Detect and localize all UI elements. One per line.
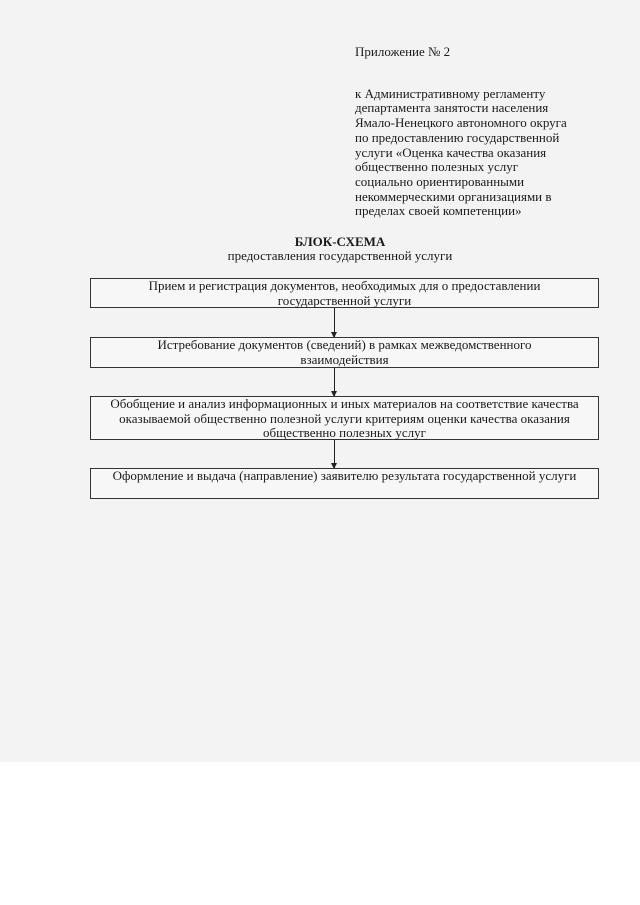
arrow-down-icon — [334, 368, 335, 396]
appendix-line: услуги «Оценка качества оказания — [355, 144, 547, 160]
appendix-note — [355, 45, 567, 219]
appendix-line: Ямало-Ненецкого автономного округа — [355, 115, 567, 131]
appendix-line: некоммерческими организациями в — [355, 188, 552, 204]
flowchart-step-1: Прием и регистрация документов, необходимых для о предоставлении государственной услуги — [90, 278, 599, 308]
appendix-line: департамента занятости населения — [355, 100, 549, 116]
appendix-title: Приложение № 2 — [355, 44, 451, 59]
flowchart-step-4: Оформление и выдача (направление) заявителю результата государственной услуги — [90, 468, 599, 499]
appendix-line: по предоставлению государственной — [355, 129, 560, 145]
flowchart-subtitle: предоставления государственной услуги — [227, 248, 453, 263]
arrow-down-icon — [334, 308, 335, 337]
appendix-line: пределах своей компетенции» — [355, 203, 522, 219]
appendix-line: общественно полезных услуг — [355, 159, 519, 175]
appendix-line: к Административному регламенту — [355, 85, 546, 101]
flowchart-title: БЛОК-СХЕМА — [294, 234, 386, 249]
appendix-line: социально ориентированными — [355, 173, 525, 189]
arrow-down-icon — [334, 440, 335, 468]
flowchart-step-2: Истребование документов (сведений) в рамках межведомственного взаимодействия — [90, 337, 599, 368]
flowchart-step-3: Обобщение и анализ информационных и иных материалов на соответствие качества оказываемой общественно полезной услуги критериям оценки качества оказания общественно полезных услуг — [90, 396, 599, 440]
